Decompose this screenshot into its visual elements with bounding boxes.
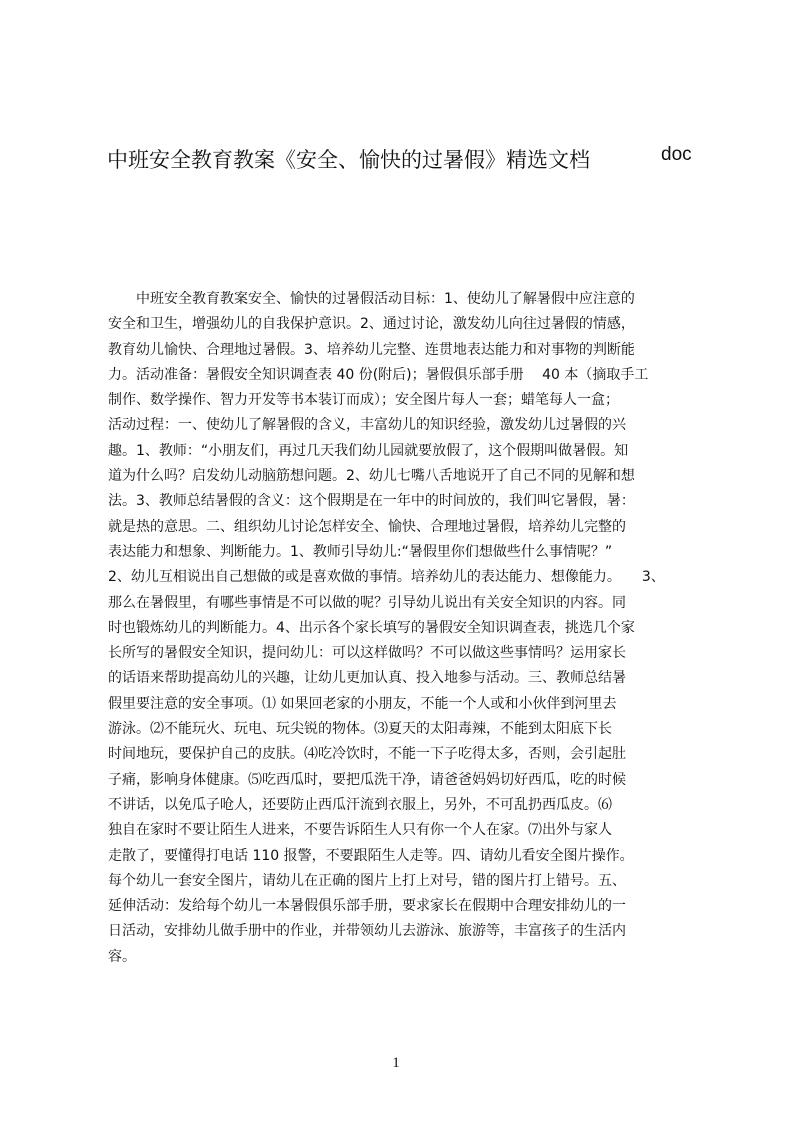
body-line: 活动过程：一、使幼儿了解暑假的含义，丰富幼儿的知识经验，激发幼儿过暑假的兴: [108, 417, 626, 434]
body-line: 2、幼儿互相说出自己想做的或是喜欢做的事情。培养幼儿的表达能力、想像能力。 3、: [108, 569, 665, 586]
body-line: 的话语来帮助提高幼儿的兴趣，让幼儿更加认真、投入地参与活动。三、教师总结暑: [108, 670, 626, 687]
body-line: 表达能力和想象、判断能力。1、教师引导幼儿:“暑假里你们想做些什么事情呢？”: [108, 543, 613, 560]
title-extension: doc: [661, 144, 692, 165]
body-line: 子痛，影响身体健康。⑸吃西瓜时，要把瓜洗干净，请爸爸妈妈切好西瓜，吃的时候: [108, 771, 626, 788]
body-line: 延伸活动：发给每个幼儿一本暑假俱乐部手册，要求家长在假期中合理安排幼儿的一: [108, 898, 626, 915]
body-line: 就是热的意思。二、组织幼儿讨论怎样安全、愉快、合理地过暑假，培养幼儿完整的: [108, 518, 626, 535]
body-line: 法。3、教师总结暑假的含义：这个假期是在一年中的时间放的，我们叫它暑假，暑：: [108, 493, 635, 510]
body-line: 趣。1、教师：“小朋友们，再过几天我们幼儿园就要放假了，这个假期叫做暑假。知: [108, 442, 629, 459]
body-line: 游泳。⑵不能玩火、玩电、玩尖锐的物体。⑶夏天的太阳毒辣，不能到太阳底下长: [108, 721, 612, 738]
body-line: 教育幼儿愉快、合理地过暑假。3、培养幼儿完整、连贯地表达能力和对事物的判断能: [108, 341, 635, 358]
body-line: 力。活动准备：暑假安全知识调查表 40 份(附后)；暑假俱乐部手册 40 本（摘取手工: [108, 366, 649, 383]
body-line: 制作、数学操作、智力开发等书本装订而成）；安全图片每人一套；蜡笔每人一盒；: [108, 392, 619, 409]
document-title: [107, 142, 707, 174]
document-body: [108, 287, 711, 1012]
body-line: 走散了，要懂得打电话 110 报警，不要跟陌生人走等。四、请幼儿看安全图片操作。: [108, 847, 634, 864]
body-line: 不讲话，以免瓜子呛人，还要防止西瓜汗流到衣服上，另外，不可乱扔西瓜皮。⑹: [108, 796, 612, 813]
title-text: 中班安全教育教案《安全、愉快的过暑假》精选文档: [107, 148, 590, 172]
body-line: 容。: [108, 948, 136, 965]
body-line: 长所写的暑假安全知识，提问幼儿：可以这样做吗？不可以做这些事情吗？运用家长: [108, 645, 626, 662]
body-line: 日活动，安排幼儿做手册中的作业，并带领幼儿去游泳、旅游等，丰富孩子的生活内: [108, 923, 626, 940]
body-line: 时也锻炼幼儿的判断能力。4、出示各个家长填写的暑假安全知识调查表，挑选几个家: [108, 619, 635, 636]
body-line: 安全和卫生，增强幼儿的自我保护意识。2、通过讨论，激发幼儿向往过暑假的情感，: [108, 316, 635, 333]
body-line: 每个幼儿一套安全图片，请幼儿在正确的图片上打上对号，错的图片打上错号。五、: [108, 872, 626, 889]
body-line: 假里要注意的安全事项。⑴ 如果回老家的小朋友，不能一个人或和小伙伴到河里去: [108, 695, 617, 712]
body-line: 独自在家时不要让陌生人进来，不要告诉陌生人只有你一个人在家。⑺出外与家人: [108, 822, 612, 839]
page-number: 1: [392, 1055, 400, 1071]
body-line: 中班安全教育教案安全、愉快的过暑假活动目标：1、使幼儿了解暑假中应注意的: [108, 291, 635, 307]
body-line: 时间地玩，要保护自己的皮肤。⑷吃冷饮时，不能一下子吃得太多，否则，会引起肚: [108, 746, 626, 763]
body-line: 道为什么吗？启发幼儿动脑筋想问题。2、幼儿七嘴八舌地说开了自己不同的见解和想: [108, 468, 635, 485]
body-line: 那么在暑假里，有哪些事情是不可以做的呢？引导幼儿说出有关安全知识的内容。同: [108, 594, 626, 611]
